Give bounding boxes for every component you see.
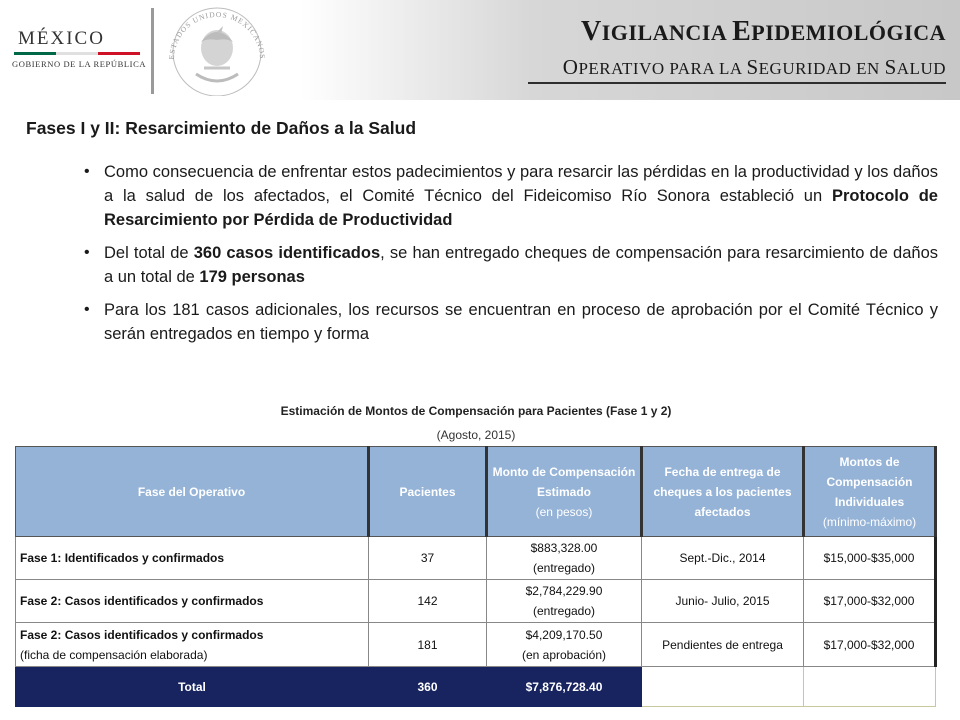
cell-pacientes: 181	[369, 623, 487, 667]
cell-pacientes: 142	[369, 580, 487, 623]
section-heading: Fases I y II: Resarcimiento de Daños a la Salud	[26, 118, 417, 138]
logo-mexico-text: MÉXICO	[18, 28, 105, 49]
table-row	[16, 623, 936, 667]
title-rule	[528, 82, 946, 84]
cell-fase: Fase 1: Identificados y confirmados	[16, 537, 369, 580]
national-seal-icon	[160, 2, 274, 96]
logo-divider	[151, 8, 154, 94]
cell-monto: $883,328.00 (entregado)	[487, 537, 642, 580]
cell-pacientes: 37	[369, 537, 487, 580]
bullet-icon: •	[84, 301, 90, 318]
cell-total-label: Total	[16, 667, 369, 707]
cell-rango: $17,000-$32,000	[804, 580, 936, 623]
table-row	[16, 580, 936, 623]
header-fecha: Fecha de entrega de cheques a los pacientes afectados	[642, 447, 804, 537]
cell-total-monto: $7,876,728.40	[487, 667, 642, 707]
cell-monto: $4,209,170.50 (en aprobación)	[487, 623, 642, 667]
list-item: • Del total de 360 casos identificados, se han entregado cheques de compensación para resarcimiento de daños a un total de 179 personas	[84, 241, 938, 289]
main-title: VIGILANCIA EPIDEMIOLÓGICA	[581, 16, 946, 47]
header-fase: Fase del Operativo	[16, 447, 369, 537]
cell-monto: $2,784,229.90 (entregado)	[487, 580, 642, 623]
cell-fase: Fase 2: Casos identificados y confirmados	[16, 580, 369, 623]
cell-rango: $15,000-$35,000	[804, 537, 936, 580]
header-pacientes: Pacientes	[369, 447, 487, 537]
table-header-row	[16, 447, 936, 537]
bullet-icon: •	[84, 244, 90, 261]
seal-text: ESTADOS UNIDOS MEXICANOS	[166, 9, 268, 60]
logo-area	[0, 0, 300, 100]
cell-total-pacientes: 360	[369, 667, 487, 707]
cell-rango: $17,000-$32,000	[804, 623, 936, 667]
logo-government-text: GOBIERNO DE LA REPÚBLICA	[12, 59, 147, 69]
cell-fecha: Junio- Julio, 2015	[642, 580, 804, 623]
compensation-table	[15, 446, 937, 707]
cell-empty	[804, 667, 936, 707]
table-row	[16, 537, 936, 580]
cell-fase: Fase 2: Casos identificados y confirmados (ficha de compensación elaborada)	[16, 623, 369, 667]
cell-fecha: Pendientes de entrega	[642, 623, 804, 667]
cell-empty	[642, 667, 804, 707]
page-header	[0, 0, 960, 100]
title-banner	[300, 0, 960, 100]
header-rango: Montos de Compensación Individuales (mínimo-máximo)	[804, 447, 936, 537]
cell-fecha: Sept.-Dic., 2014	[642, 537, 804, 580]
bullet-icon: •	[84, 163, 90, 180]
list-item: • Para los 181 casos adicionales, los recursos se encuentran en proceso de aprobación por el Comité Técnico y serán entregados en tiempo y forma	[84, 298, 938, 346]
table-caption: Estimación de Montos de Compensación para Pacientes (Fase 1 y 2)	[280, 404, 672, 418]
flag-color-stripe	[14, 52, 140, 55]
header-monto: Monto de Compensación Estimado (en pesos)	[487, 447, 642, 537]
sub-title: OPERATIVO PARA LA SEGURIDAD EN SALUD	[562, 55, 946, 79]
list-item: • Como consecuencia de enfrentar estos padecimientos y para resarcir las pérdidas en la productividad y los daños a la salud de los afectados, el Comité Técnico del Fideicomiso Río Sonora estableció un Protocolo de Resarcimiento por Pérdida de Productividad	[84, 160, 938, 232]
table-total-row	[16, 667, 936, 707]
table-subcaption: (Agosto, 2015)	[436, 428, 516, 442]
bullet-list	[84, 160, 938, 355]
